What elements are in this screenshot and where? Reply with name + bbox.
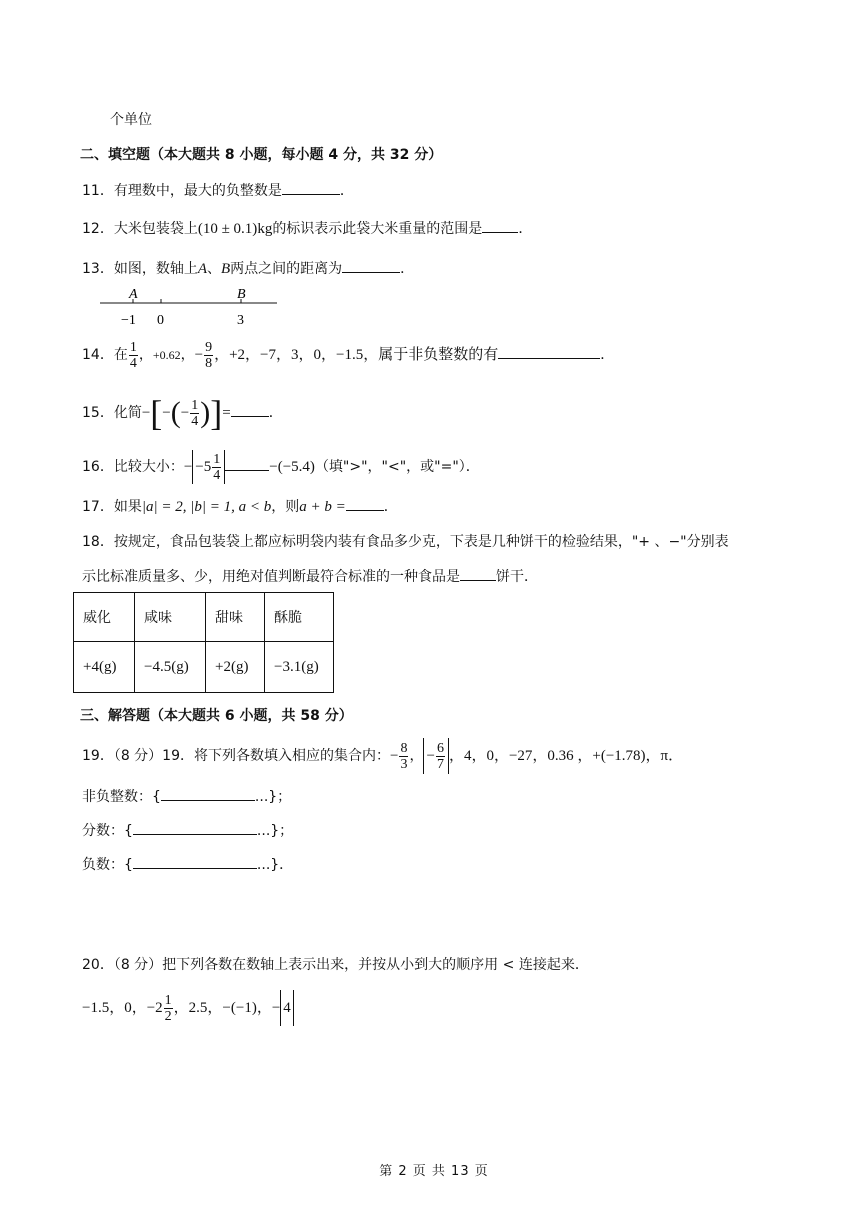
q13-sep: 、	[207, 261, 221, 277]
q12-pre: 大米包装袋上	[113, 221, 198, 237]
q19-set-fraction: 分数：{ ...}；	[82, 820, 293, 841]
q17-expr: a + b =	[299, 499, 346, 515]
q16-answer-blank[interactable]	[225, 456, 269, 471]
q11-text: 有理数中，最大的负整数是	[113, 183, 282, 199]
q13-number-line	[95, 283, 285, 331]
question-18-line2	[82, 566, 538, 587]
table-cell: −4.5(g)	[135, 642, 206, 693]
question-18-line1	[82, 532, 729, 552]
q16-pre: 比较大小：	[113, 459, 184, 475]
q18-answer-blank[interactable]	[460, 566, 496, 581]
q12-number: 12．	[82, 221, 114, 237]
q19-set2-blank[interactable]	[133, 820, 257, 835]
table-cell: 甜味	[206, 593, 265, 642]
question-16: 16．比较大小：− −5 $\frac{1}{4}$ −(−5.4)（填">"，"<"，或"="）．	[82, 450, 480, 484]
table-header-row	[74, 593, 334, 642]
q20-numbers: −1.5，0，−2 $\frac{1}{2}$ ，2.5，−(−1)，− 4	[82, 990, 294, 1026]
q20-abs: 4	[280, 990, 294, 1026]
q14-number: 14．	[82, 347, 114, 363]
table-cell: 酥脆	[265, 593, 334, 642]
q20-number: 20．	[82, 957, 114, 973]
q11-number: 11．	[82, 183, 114, 199]
q12-expr: (10 ± 0.1)	[197, 221, 258, 237]
q18-cookie-table	[73, 592, 334, 693]
continued-text: 个单位	[110, 112, 152, 128]
q15-pre: 化简	[113, 405, 142, 421]
q12-end: ．	[518, 221, 533, 237]
q19-fraction-8-3: $\frac{8}{3}$	[400, 740, 408, 772]
q15-number: 15．	[82, 405, 114, 421]
q19-set-negative: 负数：{ ...}．	[82, 854, 293, 875]
q17-condition: |a| = 2, |b| = 1, a < b	[141, 499, 272, 515]
q19-set3-blank[interactable]	[133, 854, 257, 869]
q12-post: 的标识表示此袋大米重量的范围是	[272, 221, 483, 237]
q18-text-1: 按规定，食品包装袋上都应标明袋内装有食品多少克，下表是几种饼干的检验结果，"+ 、−"分别表	[113, 534, 729, 550]
q20-text: （8 分）把下列各数在数轴上表示出来，并按从小到大的顺序用 < 连接起来．	[113, 957, 589, 973]
q12-unit: kg	[257, 221, 273, 237]
q16-abs: −5 $\frac{1}{4}$	[192, 450, 225, 484]
question-15: 15．化简−[−(− $\frac{1}{4}$ )]= ．	[82, 393, 283, 433]
q17-answer-blank[interactable]	[346, 496, 384, 511]
q14-fraction-9-8: $\frac{9}{8}$	[205, 339, 213, 371]
q13-point-b: B	[221, 261, 231, 277]
q14-value-062: +0.62	[152, 348, 181, 362]
q16-number: 16．	[82, 459, 114, 475]
q12-answer-blank[interactable]	[482, 218, 518, 233]
q19-set1-blank[interactable]	[161, 786, 255, 801]
q17-number: 17．	[82, 499, 114, 515]
q13-post: 两点之间的距离为	[230, 261, 343, 277]
question-11	[82, 180, 354, 201]
question-20	[82, 955, 589, 975]
q18-text-2: 示比标准质量多、少，用绝对值判断最符合标准的一种食品是	[82, 569, 460, 585]
q14-rest: ，+2，−7，3，0，−1.5，属于非负整数的有	[214, 347, 499, 363]
axis-tick-label-0: 0	[157, 313, 164, 328]
q19-number: 19．	[82, 748, 114, 764]
q20-fraction: $\frac{1}{2}$	[164, 992, 172, 1024]
table-cell: +2(g)	[206, 642, 265, 693]
axis-label-a: A	[129, 287, 138, 302]
q16-right-expr: −(−5.4)	[269, 459, 315, 475]
question-17: 17．如果|a| = 2, |b| = 1, a < b，则a + b = ．	[82, 496, 398, 517]
question-14: 14．在 $\frac{1}{4}$ ，+0.62，− $\frac{9}{8}$ ，+2，−7，3，0，−1.5，属于非负整数的有 ．	[82, 339, 615, 371]
page-footer: 第 2 页 共 13 页	[379, 1164, 489, 1179]
question-13	[82, 258, 414, 279]
q13-number: 13．	[82, 261, 114, 277]
q16-note: （填">"，"<"，或"="）．	[314, 459, 480, 475]
table-cell: 咸味	[135, 593, 206, 642]
table-cell: +4(g)	[74, 642, 135, 693]
q19-rest: ，4，0，−27，0.36 ，+(−1.78)，π．	[448, 748, 684, 764]
q11-answer-blank[interactable]	[282, 180, 340, 195]
table-cell: 威化	[74, 593, 135, 642]
q14-fraction-1-4: $\frac{1}{4}$	[129, 339, 137, 371]
axis-tick-label-neg1: −1	[121, 313, 136, 328]
axis-tick-label-3: 3	[237, 313, 244, 328]
table-cell: −3.1(g)	[265, 642, 334, 693]
q13-answer-blank[interactable]	[342, 258, 400, 273]
q13-point-a: A	[197, 261, 207, 277]
axis-label-b: B	[237, 287, 246, 302]
q19-text: （8 分）19．将下列各数填入相应的集合内：	[113, 748, 390, 764]
section-3-title: 三、解答题（本大题共 6 小题，共 58 分）	[80, 708, 353, 724]
section-2-title: 二、填空题（本大题共 8 小题，每小题 4 分，共 32 分）	[80, 147, 443, 163]
q14-answer-blank[interactable]	[498, 344, 600, 359]
q15-answer-blank[interactable]	[231, 402, 269, 417]
q19-set-nonneg-int: 非负整数：{ ...}；	[82, 786, 291, 807]
q15-fraction: $\frac{1}{4}$	[191, 397, 199, 429]
question-12	[82, 218, 532, 239]
q14-pre: 在	[113, 347, 128, 363]
q18-text-3: 饼干．	[496, 569, 538, 585]
question-19: 19．（8 分）19．将下列各数填入相应的集合内：− $\frac{8}{3}$ ， − $\frac{6}{7}$ ，4，0，−27，0.36 ，+(−1.78)，π．	[82, 738, 683, 774]
table-row	[74, 642, 334, 693]
q13-pre: 如图，数轴上	[113, 261, 198, 277]
q18-number: 18．	[82, 534, 114, 550]
q19-abs: − $\frac{6}{7}$	[423, 738, 448, 774]
q13-end: ．	[400, 261, 415, 277]
q11-end: ．	[339, 183, 354, 199]
